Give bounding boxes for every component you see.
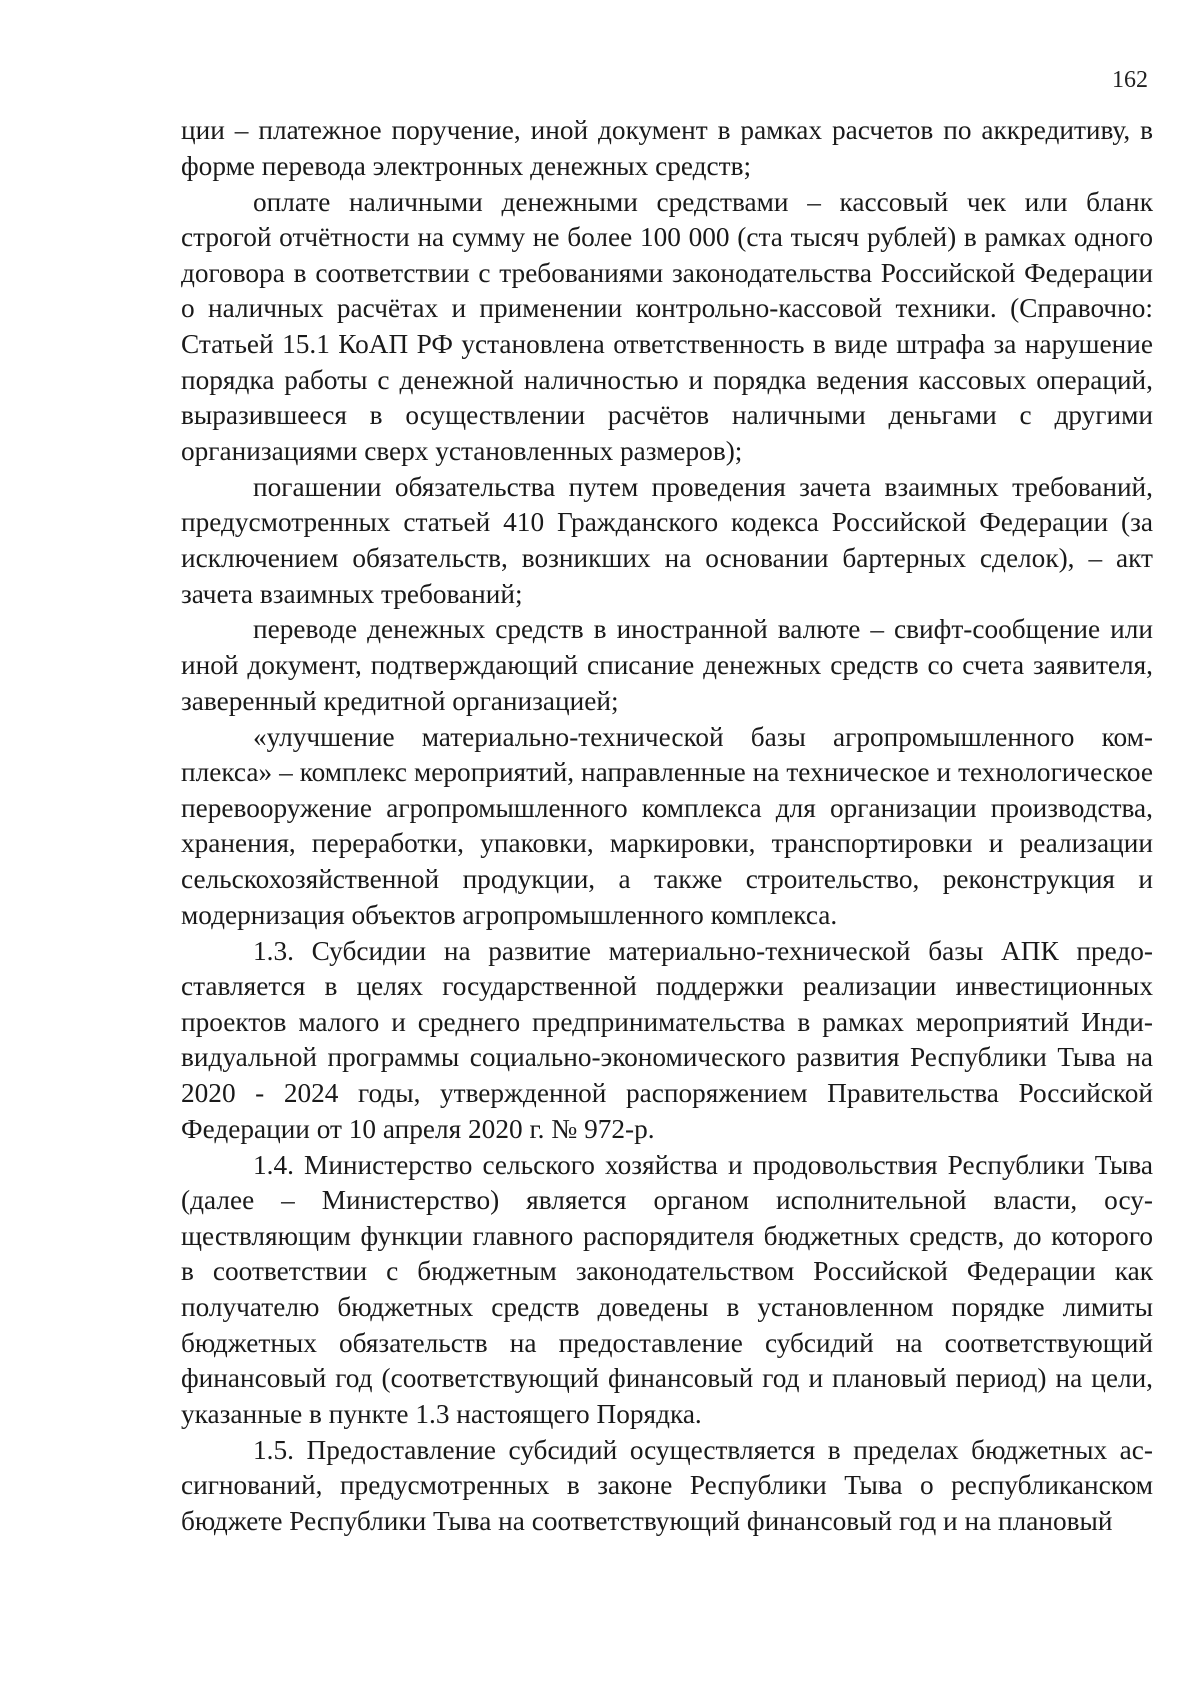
paragraph-offset-obligations: погашении обязательства путем проведения зачета взаимных требований, предусмотренных статьей 410 Гражданского кодекса Российской Федерации (за исключением обязательств, возникших на основании бартерных сделок), – акт зачета взаимных требований;: [181, 471, 1153, 609]
paragraph-definition-material-base: «улучшение материально-технической базы агропромышленного комплекса» – комплекс мероприятий, направленные на техническое и технологическое перевооружение агропромышленного комплекса для организации производства, хранения, переработки, упаковки, маркировки, транспортировки и реализации сельскохозяйственной продукции, а также строительство, реконструкция и модернизация объектов агропромышленного комплекса.: [181, 721, 1153, 930]
paragraph-foreign-currency-transfer: переводе денежных средств в иностранной валюте – свифт-сообщение или иной документ, подтверждающий списание денежных средств со счета заявителя, заверенный кредитной организацией;: [181, 614, 1153, 716]
paragraph-payment-order-end: ции – платежное поручение, иной документ в рамках расчетов по аккредитиву, в форме перевода электронных денежных средств;: [181, 115, 1153, 181]
paragraph-clause-1-4: 1.4. Министерство сельского хозяйства и продовольствия Республики Тыва (далее – Министерство) является органом исполнительной власти, осуществляющим функции главного распорядителя бюджетных средств, до которого в соответствии с бюджетным законодательством Российской Федерации как получателю бюджетных средств доведены в установленном порядке лимиты бюджетных обязательств на предоставление субсидий на соответствующий финансовый год (соответствующий финансовый год и плановый период) на цели, указанные в пункте 1.3 настоящего Порядка.: [181, 1149, 1153, 1429]
paragraph-clause-1-3: 1.3. Субсидии на развитие материально-технической базы АПК предоставляется в целях государственной поддержки реализации инвестиционных проектов малого и среднего предпринимательства в рамках мероприятий Индивидуальной программы социально-экономического развития Республики Тыва на 2020 - 2024 годы, утвержденной распоряжением Правительства Российской Федерации от 10 апреля 2020 г. № 972-р.: [181, 935, 1153, 1144]
paragraph-clause-1-5: 1.5. Предоставление субсидий осуществляется в пределах бюджетных ассигнований, предусмотренных в законе Республики Тыва о республиканском бюджете Республики Тыва на соответствующий финансовый год и на плановый: [181, 1434, 1153, 1536]
document-body: [181, 113, 1153, 1539]
paragraph-cash-payment: оплате наличными денежными средствами – кассовый чек или бланк строгой отчётности на сумму не более 100 000 (ста тысяч рублей) в рамках одного договора в соответствии с требованиями законодательства Российской Федерации о наличных расчётах и применении контрольно-кассовой техники. (Справочно: Статьей 15.1 КоАП РФ установлена ответственность в виде штрафа за нарушение порядка работы с денежной наличностью и порядка ведения кассовых операций, выразившееся в осуществлении расчётов наличными деньгами с другими организациями сверх установленных размеров);: [181, 186, 1153, 466]
page-number: 162: [1112, 67, 1148, 93]
